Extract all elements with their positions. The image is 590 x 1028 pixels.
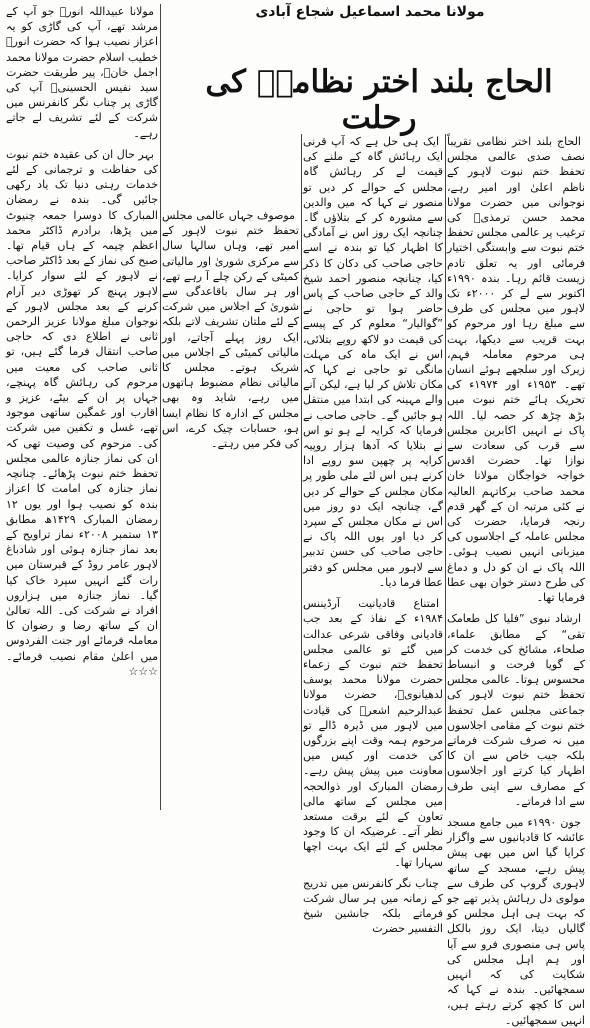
article-column-3: [162, 208, 299, 810]
paragraph: موصوف جہاں عالمی مجلس تحفظ ختم نبوت لاہور کے امیر تھے، وہاں سالہا سال سے مرکزی شوریٰ اور مالیاتی کمیٹی کے رکن چلے آ رہے تھے، اور ہر سال باقاعدگی سے شوریٰ کے اجلاس میں شرکت کے لئے ملتان تشریف لاتے بلکہ ایک روز پہلے آجاتے، اور مالیاتی کمیٹی کے اجلاس میں شریک ہوتے۔ مجلس کا مالیاتی نظام مضبوط ہاتھوں میں رہے، شاید وہ بھی مجلس کے ادارہ کا نظام ایسا ہو، حسابات چیک کرے، اس کی فکر میں رہتے۔: [162, 209, 299, 451]
paragraph: مولانا عبیداللہ انورؒ جو آپ کے مرشد تھے، آپ کی گاڑی کو یہ اعزاز نصیب ہوا کہ حضرت انورؒ خطیب اسلام حضرت مولانا محمد اجمل خانؒ، پیر طریقت حضرت سید نفیس الحسینیؒ آپ کی گاڑی پر چناب نگر کانفرنس میں شرکت کے لئے تشریف لے جاتے رہے۔: [6, 5, 158, 140]
paragraph: جون ۱۹۹۰ء میں جامع مسجد عائشہ کا قادیانیوں سے واگزار کرایا گیا اس میں بھی پیش پیش رہے، مسجد کے ساتھ لاہوری گروپ کی طرف سے مولوی دل رہائش پذیر تھے جو کہ بہت ہی اہل مجلس کو گالیاں دیتا، ایک روز بالکل پاس ہی منصوری فرو سے آیا اور ہم اہل مجلس کی شکایت کی کہ انہیں سمجھائیں۔ بندہ نے کہا کہ اس کا کچھ کرتے رہتے ہیں، انہیں سمجھائیں۔: [447, 815, 585, 1027]
paragraph: بہر حال ان کی عقیدہ ختم نبوت کی حفاظت و ترجمانی کے لئے خدمات رہتی دنیا تک یاد رکھی جائیں گی۔ بندہ نے رمضان المبارک کا دوسرا جمعہ چنیوٹ میں پڑھا، برادرم ڈاکٹر محمد اعظم چیمہ کے ہاں قیام تھا۔ صبح کی نماز کے بعد ڈاکٹر صاحب نے لاہور کے لئے سوار کرایا۔ لاہور پہنچ کر تھوڑی دیر آرام کرنے کے بعد مجلس لاہور کے نوجوان مبلغ مولانا عزیز الرحمن ثانی نے اطلاع دی کہ حاجی صاحب انتقال فرما گئے ہیں، تو ثانی صاحب کی معیت میں مرحوم کی رہائش گاہ پہنچے، جہاں پر ان کے بیٹے، عزیز و اقارب اور غمگین ساتھی موجود تھے، غسل و تکفین میں شرکت کی۔ مرحوم کی وصیت تھی کہ ان کی نماز جنازہ عالمی مجلس تحفظ ختم نبوت پڑھائے۔ چنانچہ نماز جنازہ کی امامت کا اعزاز بندہ کو نصیب ہوا اور یوں ۱۲ رمضان المبارک ۱۴۲۹ھ مطابق ۱۳ ستمبر ۲۰۰۸ء نماز تراویح کے بعد نماز جنازہ ہوئی اور شادباغ لاہور عامر روڈ کے قبرستان میں رات گئے انہیں سپرد خاک کیا گیا۔ نماز جنازہ میں ہزاروں افراد نے شرکت کی۔ اللہ تعالیٰ ان کے ساتھ رضا و رضوان کا معاملہ فرمائے اور جنت الفردوس میں اعلیٰ مقام نصیب فرمائے۔ ☆☆☆: [6, 147, 158, 678]
paragraph: چناب نگر کانفرنس میں تدریج کے زمانہ میں ہر سال شرکت فرماتے بلکہ جانشین شیخ التفسیر حضرت: [303, 876, 443, 936]
column-divider: [445, 134, 446, 810]
article-column-2: [303, 134, 443, 936]
article-column-1: [447, 134, 585, 1027]
paragraph: ایک ہی حل ہے کہ آپ قرنی ایک رہائش گاہ کے ملنے کی قیمت لے کر رہائش گاہ مجلس کے حوالے کر دیں تو منصور نے کہا کہ میں والدین سے مشورہ کر کے بتلاؤں گا۔ چنانچہ ایک روز اس نے آمادگی کا اظہار کیا تو بندہ نے اسے حاجی صاحب کی دکان کا ذکر کیا، چنانچہ منصور احمد شیخ والد کے حاجی صاحب کے پاس حاضر ہوا تو حاجی نے ”گوالیار“ معلوم کر کے پیسے کی قیمت دو لاکھ روپے بتلائی، اس نے ایک ماہ کی مہلت مانگی تو حاجی نے کہا کہ مکان تلاش کر لیا ہے، لیکن آنے والے مہینہ کی ابتدا میں منتقل ہو جائیں گے۔ حاجی صاحب نے فرمایا کہ کرایہ لے ہو تو اس نے بتلایا کہ آدھا ہزار روپیہ کرایہ پر چھپن سو روپے ادا کرنے ہیں اس لئے ملی طور پر مکان مجلس کے حوالے کر دیں گے، چنانچہ ایک دو روز میں اس نے مکان مجلس کے سپرد کر دیا اور یوں اللہ پاک نے حاجی صاحب کی حسن تدبیر سے لاہور میں مجلس کو دفتر عطا فرما دیا۔: [303, 135, 443, 589]
column-divider: [160, 4, 161, 810]
paragraph: الحاج بلند اختر نظامی تقریباً نصف صدی عالمی مجلس تحفظ ختم نبوت لاہور کے ناظم اعلیٰ اور امیر رہے، نوجوانی میں حضرت مولانا محمد حسن ترمذیؒ کی ترغیب پر عالمی مجلس تحفظ ختم نبوت سے وابستگی اختیار فرمائی اور یہ تعلق تادم زیست قائم رہا۔ بندہ ۱۹۹۰ء اکتوبر سے لے کر ۲۰۰۰ء تک لاہور میں مجلس کی طرف سے مبلغ رہا اور مرحوم کو بہت قریب سے دیکھا، بہت ہی مرحوم معاملہ فہم، زیرک اور سلجھے ہوئے انسان تھے۔ ۱۹۵۳ء اور ۱۹۷۴ء کی تحریک ہائے ختم نبوت میں بڑھ چڑھ کر حصہ لیا۔ اللہ پاک نے انہیں اکابرین مجلس سے قرب کی سعادت سے نوازا تھا۔ حضرت اقدس خواجہ خواجگان مولانا خان محمد صاحب برکاتہم العالیہ نے کئی مرتبہ ان کے گھر قدم رنجہ فرمایا، حضرت کی مجلس عاملہ کے اجلاسوں کی میزبانی انہیں نصیب ہوئی۔ اللہ پاک نے ان کو دل و دماغ کی طرح دستر خوان بھی عطا فرمایا تھا۔: [447, 135, 585, 605]
column-divider: [301, 134, 302, 810]
article-column-4: [6, 4, 158, 810]
paragraph: امتناع قادیانیت آرڈیننس ۱۹۸۴ء کے نفاذ کے بعد جب قادیانی وفاقی شرعی عدالت میں گئے تو عالمی مجلس تحفظ ختم نبوت کے زعماء حضرت مولانا محمد یوسف لدھیانویؒ، حضرت مولانا عبدالرحیم اشعرؒ کی قیادت میں لاہور میں ڈیرہ ڈالے تو مرحوم ہمہ وقت اپنے بزرگوں کی خدمت اور کیس میں معاونت میں پیش پیش رہے۔ رمضان المبارک اور ذوالحجہ میں مجلس کے ساتھ مالی تعاون کے لئے برقت مستعد نظر آتے۔ غرضیکہ ان کا وجود مجلس کے لئے ایک بہت اچھا سہارا تھا۔: [303, 597, 443, 869]
paragraph: ارشاد نبوی ”فلیا کل طعامک تقی“ کے مطابق علماء، صلحاء، مشائخ کی خدمت کر کے گویا فرحت و انبساط محسوس ہوتا۔ عالمی مجلس تحفظ ختم نبوت لاہور کی جماعتی مجلس عمل تحفظ ختم نبوت کے مقامی اجلاسوں میں نہ صرف شرکت فرماتے بلکہ جیب خاص سے ان کا اظہار کیا کرتے اور اجلاسوں کے مصارف سے اپنی طرف سے ادا فرماتے۔: [447, 612, 585, 808]
article-headline: الحاج بلند اختر نظامیؒ کی رحلت: [205, 64, 553, 136]
article-byline: مولانا محمد اسماعیل شجاع آبادی: [255, 4, 485, 20]
